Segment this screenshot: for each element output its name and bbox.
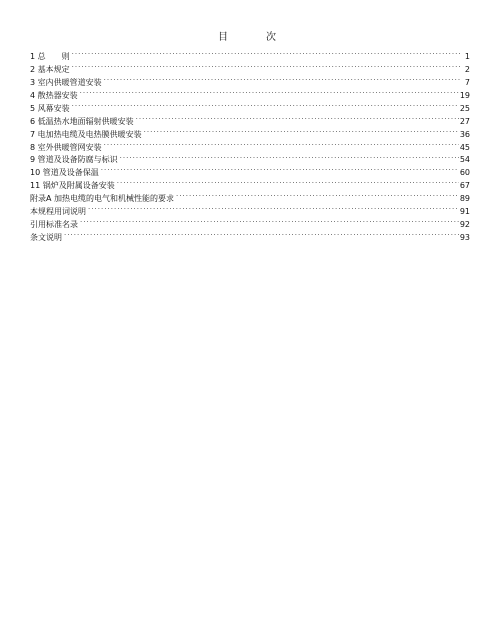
toc-entry-label: 5 风幕安装 (30, 103, 72, 116)
toc-dot-leader (72, 98, 459, 111)
toc-entry-label: 3 室内供暖管道安装 (30, 77, 104, 90)
toc-entry-label: 7 电加热电缆及电热膜供暖安装 (30, 129, 144, 142)
toc-dot-leader (72, 59, 461, 72)
toc-entry-page: 89 (459, 194, 470, 204)
toc-dot-leader (104, 137, 459, 150)
toc-dot-leader (72, 46, 461, 59)
toc-entry-page: 54 (459, 155, 470, 165)
toc-entry-label: 11 锅炉及附属设备安装 (30, 180, 117, 193)
toc-entry-label: 附录A 加热电缆的电气和机械性能的要求 (30, 193, 176, 206)
toc-entry-label: 引用标准名录 (30, 219, 80, 232)
toc-entry-page: 25 (459, 103, 470, 113)
toc-entry (30, 46, 470, 59)
toc-entry-label: 6 低温热水地面辐射供暖安装 (30, 116, 136, 129)
toc-entry (30, 227, 470, 243)
toc-list (30, 46, 470, 243)
toc-dot-leader (88, 201, 459, 214)
toc-dot-leader (176, 188, 459, 201)
toc-entry-page: 93 (459, 233, 470, 243)
toc-entry-label: 9 管道及设备防腐与标识 (30, 154, 120, 167)
toc-entry-page: 91 (459, 207, 470, 217)
toc-dot-leader (144, 124, 459, 137)
toc-entry-label: 4 散热器安装 (30, 90, 80, 103)
toc-entry-label: 2 基本规定 (30, 64, 72, 77)
toc-dot-leader (64, 227, 459, 240)
toc-entry (30, 98, 470, 111)
toc-entry-label: 1 总 则 (30, 51, 72, 64)
toc-dot-leader (120, 150, 459, 163)
toc-entry-label: 8 室外供暖管网安装 (30, 142, 104, 155)
toc-entry (30, 85, 470, 98)
toc-dot-leader (80, 85, 459, 98)
toc-entry (30, 59, 470, 72)
toc-dot-leader (104, 72, 461, 85)
toc-dot-leader (117, 175, 459, 188)
toc-dot-leader (136, 111, 459, 124)
toc-entry-label: 条文说明 (30, 232, 64, 245)
toc-entry-page: 2 (464, 64, 470, 74)
toc-entry-label: 本规程用词说明 (30, 206, 88, 219)
toc-entry (30, 72, 470, 85)
toc-entry-page: 45 (459, 142, 470, 152)
toc-entry-page: 7 (464, 77, 470, 87)
toc-entry (30, 111, 470, 124)
toc-title: 目 次 (218, 32, 290, 43)
toc-entry-label: 10 管道及设备保温 (30, 167, 101, 180)
toc-entry-page: 67 (459, 181, 470, 191)
toc-entry-page: 27 (459, 116, 470, 126)
toc-entry-page: 19 (459, 90, 470, 100)
toc-entry-page: 36 (459, 129, 470, 139)
toc-entry-page: 1 (464, 51, 470, 61)
toc-entry-page: 92 (459, 220, 470, 230)
toc-entry-page: 60 (459, 168, 470, 178)
toc-entry (30, 201, 470, 217)
toc-dot-leader (80, 214, 459, 227)
toc-dot-leader (101, 162, 459, 175)
toc-entry (30, 214, 470, 230)
